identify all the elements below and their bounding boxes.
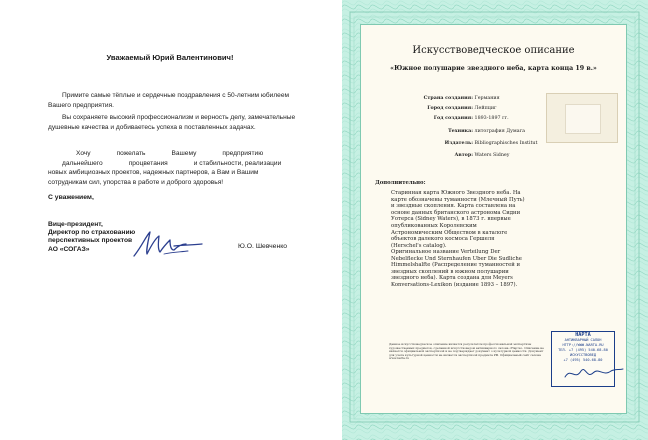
field-value: Лейпциг bbox=[474, 106, 497, 111]
p3-rest: стабильности, реализации новых амбициозных проектов, надежных партнеров, а Вам и Вашим сотрудникам сил, упорства в работе и доброго здоровья! bbox=[48, 159, 282, 186]
field-city bbox=[361, 105, 497, 111]
letter-paragraph-3 bbox=[48, 149, 298, 187]
field-label: Страна создания: bbox=[423, 95, 473, 101]
field-value: Германия bbox=[474, 96, 500, 101]
description-paragraph-2: Оригинальное название Verteilung Der Nebelflecke Und Sternhaufen Uber Die Sudliche Himmelshalfte (Распределение туманностей и звездных скоплений в южном полушарии звездного неба). Карта создана для Meyers Konversations-Lexikon (издание 1893 – 1897). bbox=[391, 249, 522, 288]
certificate-paper bbox=[360, 24, 627, 414]
p3-word: предприятию bbox=[222, 150, 264, 157]
stamp-line: ИСКУССТВОВЕД bbox=[570, 353, 596, 357]
stamp-line: HTTP://WWW.NARTA.RU bbox=[562, 343, 604, 347]
field-value: Bibliographisches Institut bbox=[474, 141, 538, 146]
stamp-line: +7 (495) 540-68-80 bbox=[563, 358, 603, 362]
letter-greeting: Уважаемый Юрий Валентинович! bbox=[106, 53, 234, 62]
additional-label: Дополнительно: bbox=[375, 180, 426, 186]
artwork-photo bbox=[546, 93, 618, 143]
p3-word: Хочу bbox=[76, 150, 91, 157]
letter-paragraph-2: Вы сохраняете высокий профессионализм и верность делу, замечательные душевные качества и добиваетесь успеха в поставленных задачах. bbox=[48, 114, 296, 131]
certificate-subtitle: «Южное полушарие звездного неба, карта конца 19 в.» bbox=[390, 65, 597, 72]
signatory-title-line3: АО «СОГАЗ» bbox=[48, 245, 90, 253]
handwritten-signature bbox=[128, 224, 208, 268]
p3-word: и bbox=[193, 159, 198, 167]
certificate-footnote: Данное искусствоведческое описание является результатом профессиональной экспертизы художественных предметов, сделанной искусствоведом антикварного салона «Нарта». Описание не является официальной экспертизой и не подтверждает документ о культурной ценности. Документ для учета культурной ценности не является экспертизой предмета РФ. Официальный сайт салона www.narta.ru bbox=[389, 342, 544, 361]
field-value: 1893-1897 гг. bbox=[474, 116, 509, 121]
stamp-line: НАРТА bbox=[575, 332, 591, 338]
field-label: Техника: bbox=[448, 128, 473, 134]
signatory-name: Ю.О. Шевченко bbox=[238, 243, 288, 250]
signatory-title-line2: Директор по страхованию перспективных проектов bbox=[48, 229, 136, 245]
p3-word: Вашему bbox=[171, 150, 197, 157]
letter-closing: С уважением, bbox=[48, 194, 94, 201]
field-technique bbox=[361, 128, 525, 134]
field-value: Waters Sidney bbox=[474, 153, 510, 158]
star-map-image bbox=[565, 104, 601, 134]
stamp-line: ТЕЛ. +7 (495) 540-68-80 bbox=[558, 348, 608, 352]
field-author bbox=[361, 152, 509, 158]
field-country bbox=[361, 95, 500, 101]
field-label: Автор: bbox=[454, 152, 473, 158]
description-paragraph-1: Старинная карта Южного Звездного неба. На карте обозначены туманности (Млечный Путь) и звездные скопления. Карта составлена на основе данных британского астронома Сидни Уотерса (Sidney Waters), в 1873 г. впервые опубликованных Королевским Астрономическим Обществом в каталоге объектов далекого космоса Гершеля (Herschel's catalog). bbox=[391, 190, 525, 249]
field-publisher bbox=[361, 140, 537, 146]
stamp-line: АНТИКВАРНЫЙ САЛОН bbox=[564, 338, 602, 342]
field-label: Год создания: bbox=[433, 115, 473, 121]
stamp-signature bbox=[561, 361, 625, 385]
field-value: литография Думага bbox=[474, 129, 525, 134]
signatory-title-line1: Вице-президент, bbox=[48, 221, 103, 228]
field-year bbox=[361, 115, 509, 121]
field-label: Город создания: bbox=[427, 105, 473, 111]
p3-word: дальнейшего bbox=[62, 159, 103, 167]
p3-word: процветания bbox=[128, 159, 168, 167]
letter-paragraph-1: Примите самые тёплые и сердечные поздравления с 50-летним юбилеем Вашего предприятия. bbox=[48, 92, 290, 109]
certificate-title: Искусствоведческое описание bbox=[412, 45, 575, 56]
p3-word: пожелать bbox=[116, 150, 146, 157]
field-label: Издатель: bbox=[444, 140, 473, 146]
art-description-certificate bbox=[342, 0, 648, 440]
